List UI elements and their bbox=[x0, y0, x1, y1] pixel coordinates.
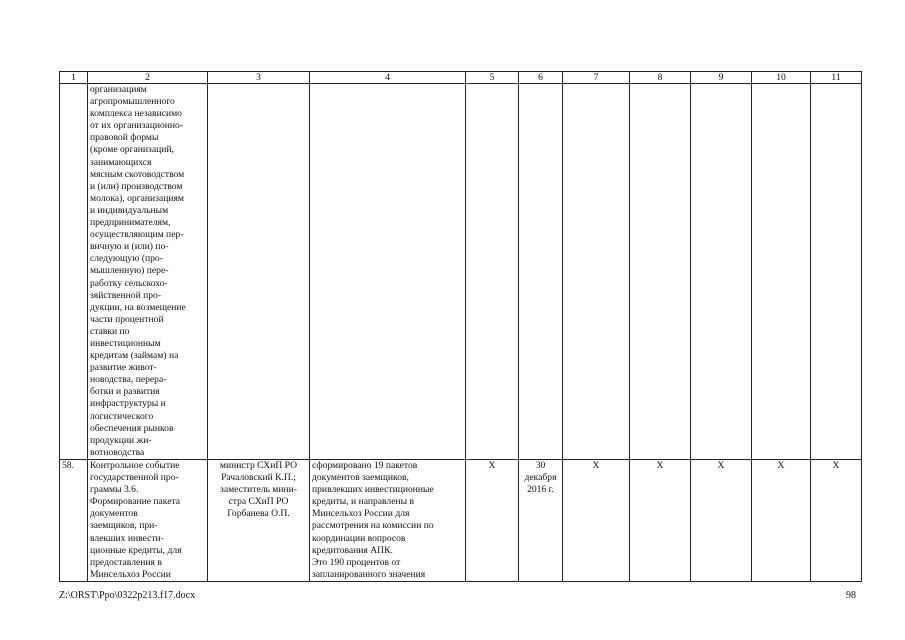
column-header: 9 bbox=[691, 72, 752, 84]
column-header: 10 bbox=[752, 72, 811, 84]
cell-col10: Х bbox=[752, 460, 811, 582]
column-header: 4 bbox=[310, 72, 466, 84]
cell-date: 30 декабря 2016 г. bbox=[519, 460, 563, 582]
column-header: 7 bbox=[563, 72, 630, 84]
table-row-58 bbox=[60, 460, 862, 582]
cell-empty bbox=[466, 84, 519, 460]
column-header: 2 bbox=[88, 72, 208, 84]
column-header: 11 bbox=[811, 72, 862, 84]
page-number: 98 bbox=[846, 590, 856, 601]
cell-empty bbox=[691, 84, 752, 460]
cell-empty bbox=[519, 84, 563, 460]
cell-empty bbox=[310, 84, 466, 460]
column-header: 5 bbox=[466, 72, 519, 84]
document-table bbox=[59, 71, 862, 582]
footer-file-path: Z:\ORST\Ppo\0322p213.f17.docx bbox=[59, 590, 196, 601]
column-header: 6 bbox=[519, 72, 563, 84]
cell-control-event: Контрольное событие государственной про- граммы 3.6. Формирование пакета документов заемщиков, при- влекших инвести- ционные кредиты, для предоставления в Минсельхоз России bbox=[88, 460, 208, 582]
cell-empty bbox=[630, 84, 691, 460]
cell-col8: Х bbox=[630, 460, 691, 582]
cell-empty bbox=[208, 84, 310, 460]
cell-col5: Х bbox=[466, 460, 519, 582]
cell-empty bbox=[563, 84, 630, 460]
table-header-row bbox=[60, 72, 862, 84]
column-header: 1 bbox=[60, 72, 88, 84]
column-header: 3 bbox=[208, 72, 310, 84]
cell-empty bbox=[811, 84, 862, 460]
table-row-continuation bbox=[60, 84, 862, 460]
cell-col7: Х bbox=[563, 460, 630, 582]
cell-row-number: 58. bbox=[60, 460, 88, 582]
column-header: 8 bbox=[630, 72, 691, 84]
cell-empty bbox=[752, 84, 811, 460]
cell-result: сформировано 19 пакетов документов заемщиков, привлекших инвестиционные кредиты, и направлены в Минсельхоз России для рассмотрения на комиссии по координации вопросов кредитования АПК. Это 190 процентов от запланированного значения bbox=[310, 460, 466, 582]
cell-measure-description: организациям агропромышленного комплекса независимо от их организационно- правовой формы (кроме организаций, занимающихся мясным скотоводством и (или) производством молока), организациям и индивидуальным предпринимателям, осуществляющим пер- вичную и (или) по- следующую (про- мышленную) пере- работку сельскохо- зяйственной про- дукции, на возмещение части процентной ставки по инвестиционным кредитам (займам) на развитие живот- новодства, перера- ботки и развития инфраструктуры и логистического обеспечения рынков продукции жи- вотноводства bbox=[88, 84, 208, 460]
cell-empty bbox=[60, 84, 88, 460]
cell-col9: Х bbox=[691, 460, 752, 582]
cell-responsible: министр СХиП РО Рачаловский К.П.; заместитель мини- стра СХиП РО Горбанева О.П. bbox=[208, 460, 310, 582]
cell-col11: Х bbox=[811, 460, 862, 582]
